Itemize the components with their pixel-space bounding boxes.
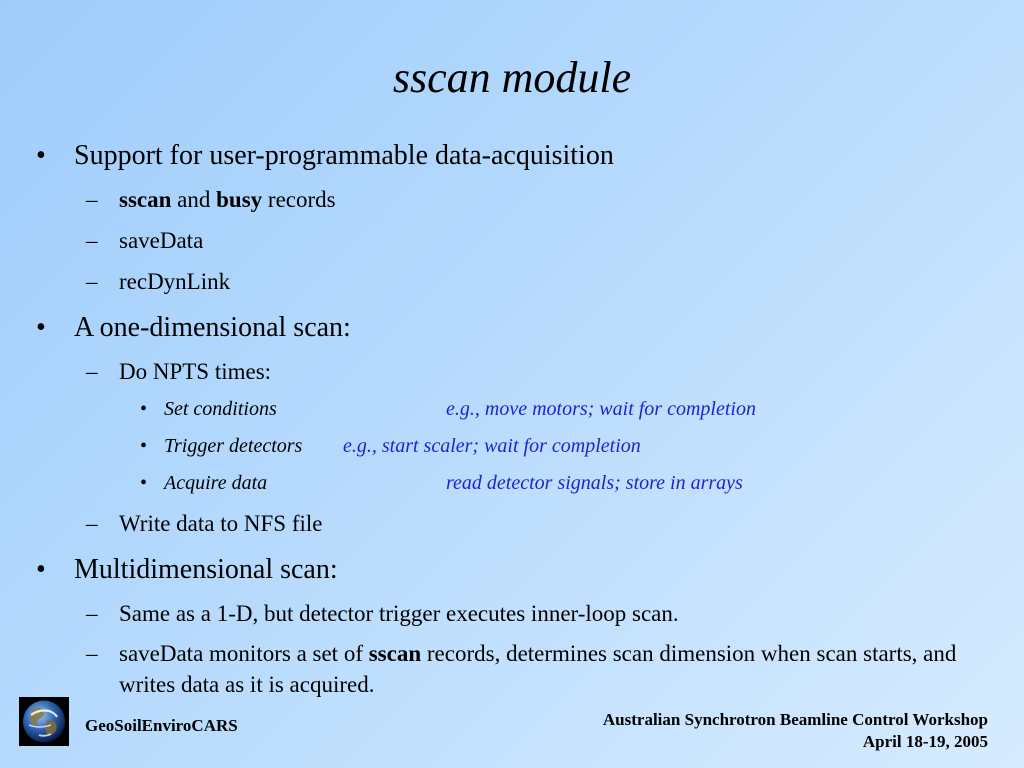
- step-action: Set conditions: [164, 398, 277, 420]
- bold-sscan: sscan: [119, 187, 172, 212]
- step-example: [446, 399, 756, 419]
- step-action: Trigger detectors: [164, 435, 303, 457]
- sub-bullet-savedata-monitors: [86, 638, 976, 700]
- dash-mark: –: [86, 511, 98, 536]
- bullet-text: Support for user-programmable data-acquisition: [74, 140, 614, 171]
- footer-event: [603, 709, 988, 753]
- dash-mark: –: [86, 641, 98, 666]
- dash-mark: –: [86, 601, 98, 626]
- dash-mark: –: [86, 269, 98, 294]
- bullet-mark: •: [36, 140, 46, 171]
- text-part: records, determines scan dimension when scan starts, and writes data as it is acquired.: [119, 641, 957, 698]
- text-part: saveData monitors a set of: [119, 641, 369, 666]
- footer-organization: GeoSoilEnviroCARS: [85, 716, 238, 735]
- bold-sscan: sscan: [368, 641, 422, 666]
- step-set-conditions: [140, 399, 277, 419]
- step-example-text: e.g., move motors; wait for completion: [446, 398, 756, 420]
- bullet-text: Multidimensional scan:: [74, 554, 338, 585]
- footer-event-name: Australian Synchrotron Beamline Control Workshop: [602, 710, 988, 729]
- slide-title: sscan module: [392, 53, 632, 102]
- earth-globe-icon: [19, 697, 69, 746]
- footer-event-date: April 18-19, 2005: [862, 732, 988, 752]
- step-acquire-data: [140, 473, 267, 493]
- bullet-support: [36, 142, 614, 170]
- dash-mark: –: [86, 359, 98, 384]
- bullet-text: A one-dimensional scan:: [74, 312, 351, 343]
- sub-bullet-write: [86, 508, 322, 539]
- bullet-mark: •: [140, 472, 148, 494]
- sub-bullet-savedata: [86, 225, 203, 256]
- step-example: [343, 436, 641, 456]
- sub-bullet-text: Same as a 1-D, but detector trigger executes inner-loop scan.: [119, 601, 679, 626]
- sub-bullet-text: saveData: [119, 228, 204, 253]
- bullet-mark: •: [140, 435, 148, 457]
- sub-bullet-loop: [86, 356, 271, 387]
- sub-bullet-text: recDynLink: [119, 269, 231, 294]
- bullet-multidimensional: [36, 556, 338, 584]
- text-records: records: [262, 187, 336, 212]
- sub-bullet-recdynlink: [86, 266, 230, 297]
- bullet-one-dimensional: [36, 314, 351, 342]
- step-example: [446, 473, 743, 493]
- sub-bullet-same-as-1d: [86, 598, 679, 629]
- step-example-text: e.g., start scaler; wait for completion: [343, 435, 641, 457]
- text-and: and: [171, 187, 217, 212]
- step-action: Acquire data: [164, 472, 268, 494]
- bullet-mark: •: [140, 398, 148, 420]
- step-trigger-detectors: [140, 436, 302, 456]
- dash-mark: –: [86, 228, 98, 253]
- sub-bullet-records: [86, 184, 336, 215]
- sub-bullet-text: Do NPTS times:: [119, 359, 272, 384]
- step-example-text: read detector signals; store in arrays: [446, 472, 743, 494]
- sub-bullet-text: Write data to NFS file: [119, 511, 323, 536]
- sub-bullet-text: [119, 638, 976, 700]
- dash-mark: –: [86, 187, 98, 212]
- bullet-mark: •: [36, 312, 46, 343]
- bullet-mark: •: [36, 554, 46, 585]
- bold-busy: busy: [216, 187, 263, 212]
